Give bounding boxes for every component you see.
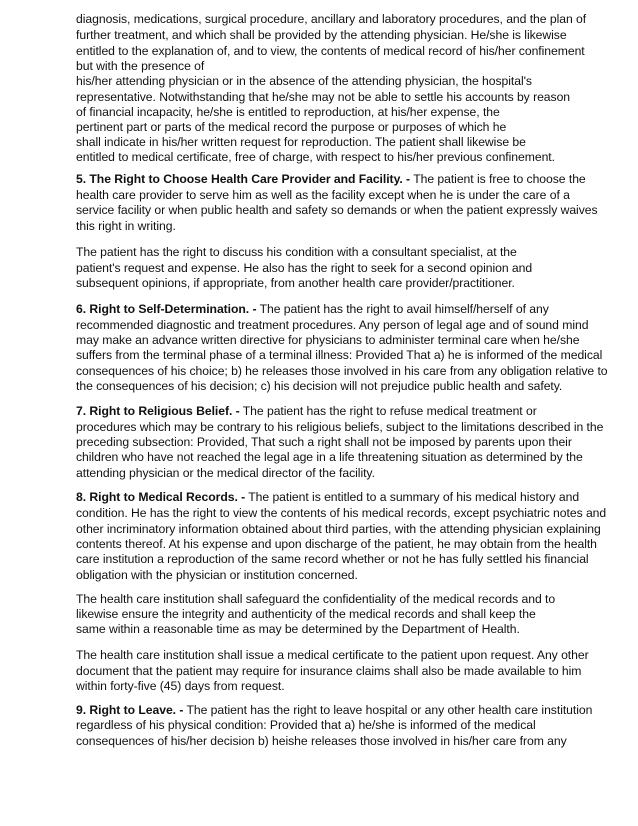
body-text: procedures which may be contrary to his religious beliefs, subject to the limitations described in the bbox=[76, 420, 604, 434]
body-text: his/her attending physician or in the absence of the attending physician, the hospital's bbox=[76, 74, 532, 88]
text-line bbox=[76, 135, 526, 150]
text-line bbox=[76, 245, 517, 260]
body-text: within forty-five (45) days from request. bbox=[76, 679, 285, 693]
body-text: The health care institution shall issue a medical certificate to the patient upon request. Any other bbox=[76, 648, 589, 662]
text-line bbox=[76, 450, 583, 465]
body-text: regardless of his physical condition: Provided that a) he/she is informed of the medical bbox=[76, 718, 536, 732]
text-line bbox=[76, 404, 537, 419]
text-line bbox=[76, 105, 500, 120]
body-text: recommended diagnostic and treatment procedures. Any person of legal age and of sound mind bbox=[76, 318, 589, 332]
text-line bbox=[76, 420, 603, 435]
text-line bbox=[76, 261, 532, 276]
text-line bbox=[76, 333, 579, 348]
body-text: shall indicate in his/her written request for reproduction. The patient shall likewise be bbox=[76, 135, 526, 149]
body-text: may make an advance written directive for physicians to administer terminal care when he/she bbox=[76, 333, 580, 347]
body-text: document that the patient may require for insurance claims shall also be made available to him bbox=[76, 664, 582, 678]
text-line bbox=[76, 150, 555, 165]
body-text: service facility or when public health and safety so demands or when the patient expressly waives bbox=[76, 203, 598, 217]
text-line bbox=[76, 318, 588, 333]
text-line bbox=[76, 734, 567, 749]
text-line bbox=[76, 622, 520, 637]
body-text: The patient has the right to discuss his condition with a consultant specialist, at the bbox=[76, 245, 517, 259]
text-line bbox=[76, 302, 549, 317]
text-line bbox=[76, 466, 375, 481]
body-text: contents thereof. At his expense and upon discharge of the patient, he may obtain from the health bbox=[76, 537, 597, 551]
section-heading: 7. Right to Religious Belief. - bbox=[76, 404, 240, 418]
text-line bbox=[76, 203, 598, 218]
body-text: The patient is free to choose the bbox=[410, 172, 586, 186]
text-line bbox=[76, 607, 536, 622]
body-text: other incriminatory information obtained about third parties, with the attending physician explaining bbox=[76, 522, 601, 536]
body-text: obligation with the physician or institution concerned. bbox=[76, 568, 358, 582]
text-line bbox=[76, 59, 204, 74]
text-line bbox=[76, 522, 601, 537]
text-line bbox=[76, 172, 586, 187]
body-text: patient's request and expense. He also has the right to seek for a second opinion and bbox=[76, 261, 533, 275]
body-text: consequences of his choice; b) he releases those involved in his care from any obligation relative to bbox=[76, 364, 608, 378]
body-text: suffers from the terminal phase of a terminal illness: Provided That a) he is informed of the medical bbox=[76, 348, 603, 362]
body-text: diagnosis, medications, surgical procedure, ancillary and laboratory procedures, and the plan of bbox=[76, 12, 587, 26]
text-line bbox=[76, 44, 585, 59]
text-line bbox=[76, 679, 285, 694]
text-line bbox=[76, 188, 570, 203]
text-line bbox=[76, 364, 608, 379]
text-line bbox=[76, 648, 589, 663]
text-line bbox=[76, 592, 555, 607]
body-text: The patient has the right to avail himself/herself of any bbox=[256, 302, 549, 316]
body-text: same within a reasonable time as may be determined by the Department of Health. bbox=[76, 622, 520, 636]
body-text: pertinent part or parts of the medical record the purpose or purposes of which he bbox=[76, 120, 507, 134]
body-text: subsequent opinions, if appropriate, from another health care provider/practitioner. bbox=[76, 276, 515, 290]
text-line bbox=[76, 74, 532, 89]
section-heading: 9. Right to Leave. - bbox=[76, 703, 184, 717]
text-line bbox=[76, 379, 562, 394]
body-text: health care provider to serve him as well as the facility except when he is under the care of a bbox=[76, 188, 570, 202]
text-line bbox=[76, 664, 581, 679]
section-heading: 5. The Right to Choose Health Care Provider and Facility. - bbox=[76, 172, 411, 186]
body-text: but with the presence of bbox=[76, 59, 205, 73]
text-line bbox=[76, 219, 176, 234]
text-line bbox=[76, 490, 579, 505]
body-text: The patient has the right to leave hospital or any other health care institution bbox=[183, 703, 593, 717]
text-line bbox=[76, 552, 589, 567]
text-line bbox=[76, 435, 572, 450]
text-line bbox=[76, 120, 506, 135]
text-line bbox=[76, 568, 358, 583]
body-text: representative. Notwithstanding that he/she may not be able to settle his accounts by reason bbox=[76, 90, 571, 104]
text-line bbox=[76, 537, 597, 552]
body-text: The patient is entitled to a summary of his medical history and bbox=[245, 490, 580, 504]
body-text: children who have not reached the legal age in a life threatening situation as determined by the bbox=[76, 450, 583, 464]
section-heading: 6. Right to Self-Determination. - bbox=[76, 302, 257, 316]
section-heading: 8. Right to Medical Records. - bbox=[76, 490, 246, 504]
body-text: likewise ensure the integrity and authenticity of the medical records and shall keep the bbox=[76, 607, 536, 621]
body-text: this right in writing. bbox=[76, 219, 176, 233]
body-text: of financial incapacity, he/she is entitled to reproduction, at his/her expense, the bbox=[76, 105, 500, 119]
body-text: condition. He has the right to view the contents of his medical records, except psychiatric notes and bbox=[76, 506, 607, 520]
text-line bbox=[76, 12, 586, 27]
text-line bbox=[76, 276, 515, 291]
text-line bbox=[76, 703, 592, 718]
body-text: The patient has the right to refuse medical treatment or bbox=[239, 404, 537, 418]
body-text: entitled to the explanation of, and to view, the contents of medical record of his/her confinement bbox=[76, 44, 585, 58]
body-text: attending physician or the medical director of the facility. bbox=[76, 466, 375, 480]
body-text: consequences of his/her decision b) heishe releases those involved in his/her care from any bbox=[76, 734, 567, 748]
body-text: the consequences of his decision; c) his decision will not prejudice public health and safety. bbox=[76, 379, 563, 393]
body-text: The health care institution shall safeguard the confidentiality of the medical records and to bbox=[76, 592, 556, 606]
text-line bbox=[76, 348, 602, 363]
body-text: care institution a reproduction of the same record whether or not he has fully settled his financial bbox=[76, 552, 589, 566]
body-text: entitled to medical certificate, free of charge, with respect to his/her previous confinement. bbox=[76, 150, 555, 164]
body-text: preceding subsection: Provided, That such a right shall not be imposed by parents upon their bbox=[76, 435, 572, 449]
body-text: further treatment, and which shall be provided by the attending physician. He/she is likewise bbox=[76, 28, 567, 42]
text-line bbox=[76, 28, 567, 43]
text-line bbox=[76, 718, 536, 733]
text-line bbox=[76, 90, 570, 105]
text-line bbox=[76, 506, 606, 521]
